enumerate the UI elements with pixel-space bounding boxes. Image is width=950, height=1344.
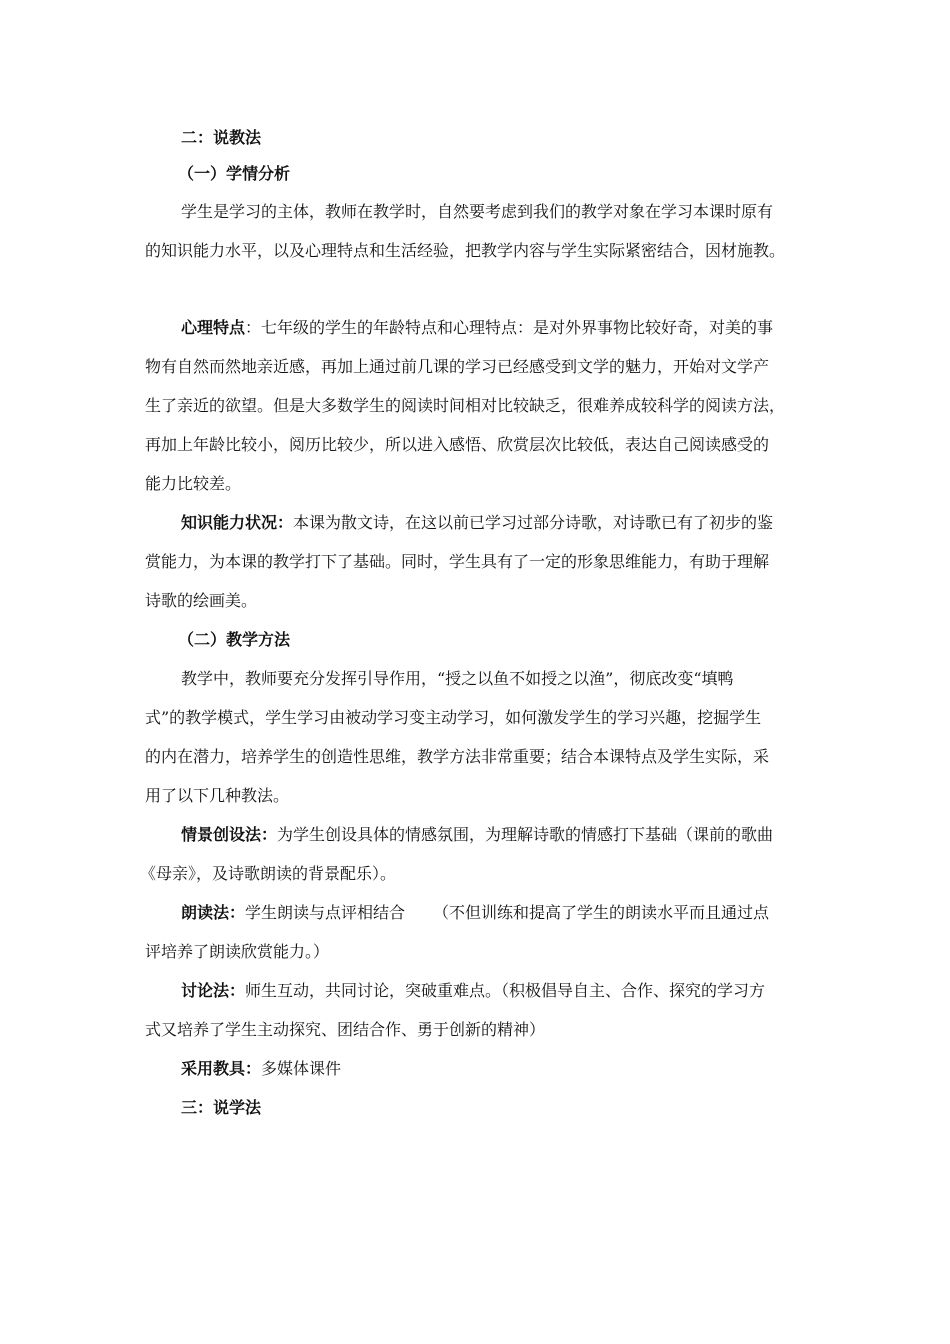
section-3-title: 三：说学法 (181, 1098, 262, 1117)
subsection-2-title: （二）教学方法 (178, 630, 291, 649)
paragraph-line: 式”的教学模式，学生学习由被动学习变主动学习，如何激发学生的学习兴趣，挖掘学生 (145, 708, 762, 727)
section-2-title: 二：说教法 (181, 128, 262, 147)
paragraph-text: 多媒体课件 (261, 1059, 342, 1078)
paragraph-text: ：七年级的学生的年龄特点和心理特点：是对外界事物比较好奇，对美的事 (245, 318, 774, 337)
paragraph-line: 《母亲》，及诗歌朗读的背景配乐）。 (140, 864, 397, 883)
paragraph-line: 生了亲近的欲望。但是大多数学生的阅读时间相对比较缺乏，很难养成较科学的阅读方法， (145, 396, 786, 415)
paragraph-line: 赏能力，为本课的教学打下了基础。同时，学生具有了一定的形象思维能力，有助于理解 (145, 552, 770, 571)
psychology-paragraph-line (181, 317, 846, 339)
discussion-method-line (181, 980, 846, 1002)
paragraph-line: 用了以下几种教法。 (145, 786, 290, 805)
paragraph-line: 评培养了朗读欣赏能力。） (145, 942, 330, 961)
scene-method-term: 情景创设法： (181, 825, 278, 844)
psychology-term: 心理特点 (181, 318, 246, 337)
paragraph-text: 师生互动，共同讨论，突破重难点。（积极倡导自主、合作、探究的学习方 (245, 981, 766, 1000)
paragraph-line: 物有自然而然地亲近感，再加上通过前几课的学习已经感受到文学的魅力，开始对文学产 (145, 357, 770, 376)
scene-method-line (181, 824, 846, 846)
paragraph-text: 本课为散文诗，在这以前已学习过部分诗歌，对诗歌已有了初步的鉴 (293, 513, 774, 532)
paragraph-line: 的知识能力水平，以及心理特点和生活经验，把教学内容与学生实际紧密结合，因材施教。 (145, 241, 786, 260)
paragraph-line: 诗歌的绘画美。 (145, 591, 258, 610)
knowledge-paragraph-line (181, 512, 846, 534)
paragraph-note: （不但训练和提高了学生的朗读水平而且通过点 (433, 903, 770, 922)
subsection-1-title: （一）学情分析 (178, 164, 291, 183)
paragraph-line: 式又培养了学生主动探究、团结合作、勇于创新的精神） (145, 1020, 546, 1039)
discussion-method-term: 讨论法： (181, 981, 246, 1000)
paragraph-text: 为学生创设具体的情感氛围，为理解诗歌的情感打下基础（课前的歌曲 (277, 825, 774, 844)
paragraph-line: 教学中，教师要充分发挥引导作用，“授之以鱼不如授之以渔”，彻底改变“填鸭 (181, 669, 734, 688)
reading-method-term: 朗读法： (181, 903, 246, 922)
paragraph-text: 学生朗读与点评相结合 (245, 903, 406, 922)
reading-method-line (181, 902, 846, 924)
paragraph-line: 学生是学习的主体，教师在教学时，自然要考虑到我们的教学对象在学习本课时原有 (181, 202, 774, 221)
teaching-tools-line (181, 1058, 846, 1080)
knowledge-term: 知识能力状况： (181, 513, 294, 532)
teaching-tools-term: 采用教具： (181, 1059, 262, 1078)
paragraph-line: 能力比较差。 (145, 474, 242, 493)
paragraph-line: 再加上年龄比较小，阅历比较少，所以进入感悟、欣赏层次比较低，表达自己阅读感受的 (145, 435, 770, 454)
paragraph-line: 的内在潜力，培养学生的创造性思维，教学方法非常重要；结合本课特点及学生实际，采 (145, 747, 770, 766)
